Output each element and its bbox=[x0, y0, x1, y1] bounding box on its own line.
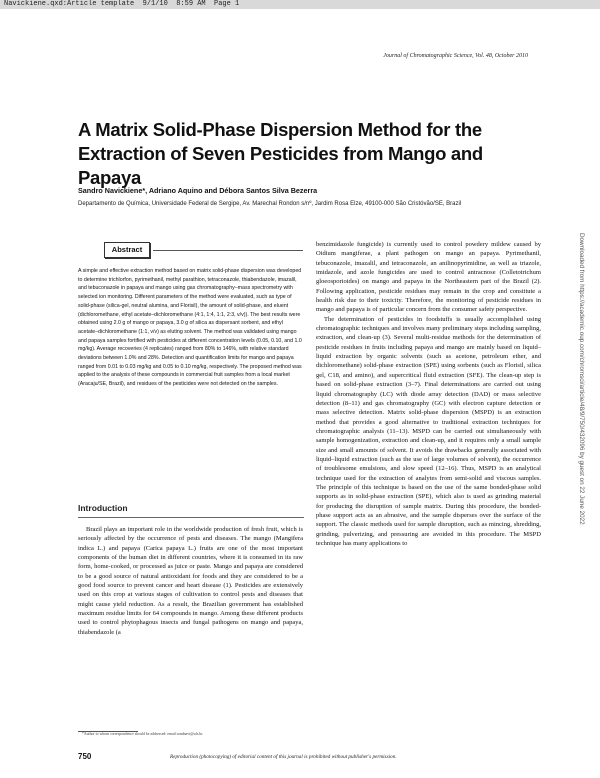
introduction-paragraph: Brazil plays an important role in the worldwide production of fresh fruit, which is seriously affected by the occurrence of pests and diseases. The mango (Mangifera indica L.) and papaya (Carica papaya L.) fruits are one of the most important components of the human diet in different countries, where it is consumed in its raw form, home-cooked, or processed as juice or paste. Mango and papaya are considered to be a good source of natural antioxidant for foods and they are considered to be a good food source to prevent cancer and heart disease (1). Pesticides are extensively used on this crop at various stages of cultivation to control pests and diseases that might cause yield reduction. As a result, the Brazilian government has established maximum residue limits for 64 compounds in mango. Among these different products used to control phytophagous insects and fungal pathogens on mango and papaya, thiabendazole (a bbox=[78, 526, 303, 636]
page-number: 750 bbox=[78, 752, 92, 761]
introduction-heading: Introduction bbox=[78, 503, 128, 513]
footnote: *Author to whom correspondence should be addressed: email sandnavi@ufs.br. bbox=[82, 732, 204, 736]
author-list: Sandro Navickiene*, Adriano Aquino and Débora Santos Silva Bezerra bbox=[78, 186, 318, 195]
abstract-text: A simple and effective extraction method based on matrix solid-phase dispersion was developed to determine trichlorfon, pyrimethanil, methyl parathion, tetraconazole, thiabendazole, imazalil, and tebuconazole in papaya and mango using gas chromatography–mass spectrometry with selected ion monitoring. Different parameters of the method were evaluated, such as type of solid-phase (silica-gel, neutral alumina, and Florisil), the amount of solid-phase, and eluent (dichloromethane, ethyl acetate–dichloromethane (4:1, 1:4, 1:1, 2:3, v/v)). The best results were obtained using 2.0 g of mango or papaya, 3.0 g of silica as dispersant sorbent, and ethyl acetate–dichloromethane (1:1, v/v) as eluting solvent. The method was validated using mango and papaya samples fortified with pesticides at different concentration levels (0.05, 0.10, and 1.0 mg/kg). Average recoveries (4 replicates) ranged from 80% to 146%, with relative standard deviations between 1.0% and 28%. Detection and quantification limits for mango and papaya ranged from 0.01 to 0.03 mg/kg and 0.05 to 0.10 mg/kg, respectively. The proposed method was applied to the analysis of these compounds in commercial fruit samples from a local market (Aracaju/SE, Brazil), and residues of the pesticides were not detected on the samples. bbox=[78, 268, 302, 388]
article-title: A Matrix Solid-Phase Dispersion Method for the Extraction of Seven Pesticides from Mango and Papaya bbox=[78, 119, 483, 188]
column-left bbox=[78, 525, 303, 637]
column-right bbox=[316, 240, 541, 548]
abstract-heading: Abstract bbox=[104, 242, 150, 258]
abstract-rule bbox=[153, 250, 303, 251]
body-paragraph-1: benzimidazole fungicide) is currently used to control powdery mildew caused by Oidium mangiferae, a plant pathogen on mango an papaya. Pyrimethanil, tebuconazole, imazalil, and tetraconazole, an anilinopyrimidine, as well as triazole, imidazole, and azole fungicides are used to control antracnose (Colletotrichum gloeosporioides) on mango and papaya in the Northeastern part of the Brazil (2). Following application, pesticide residues may remain in the crop and constitute a health risk due to their toxicity. Therefore, the monitoring of pesticide residues in mango and papaya is of particular concern from the consumer safety perspective. bbox=[316, 241, 541, 314]
reproduction-notice: Reproduction (photocopying) of editorial content of this journal is prohibited without publisher's permission. bbox=[170, 754, 397, 760]
introduction-rule bbox=[78, 517, 304, 518]
journal-reference: Journal of Chromatographic Science, Vol. 48, October 2010 bbox=[383, 53, 528, 59]
affiliation: Departamento de Química, Universidade Federal de Sergipe, Av. Marechal Rondon s/nº, Jardim Rosa Elze, 49100-000 São Cristóvão/SE, Brazil bbox=[78, 201, 462, 207]
body-paragraph-2: The determination of pesticides in foodstuffs is usually accomplished using chromatographic techniques and involves many preliminary steps including sampling, extraction, and clean-up (3). Several multi-residue methods for the determination of pesticide residues in fruits including papaya and mango are mainly based on liquid–liquid extraction by organic solvents (such as acetone, petroleum ether, and dichloromethane) solid-phase extraction (SPE) using sorbents (such as Florisil, silica gel, C18, and amino), and supercritical fluid extraction (SFE). The clean-up step is based on solid-phase extraction (3–7). Final determinations are carried out using liquid chromatography (LC) with diode array detection (DAD) or mass selective detection (8–11) and gas chromatography (GC) with electron capture detection or mass selective detection. Matrix solid-phase dispersion (MSPD) is an extraction method that provides a good alternative to traditional extraction techniques for chromatographic analysis (11–13). MSPD can be carried out simultaneously with sample homogenization, extraction and clean-up, and it requires only a small sample size and small amounts of solvent. It avoids the drawbacks generally associated with liquid–liquid extraction (such as the use of large volumes of solvent), the occurrence of troublesome emulsions, and slow speed (12–16). Thus, MSPD is an analytical technique used for the extraction of analytes from semi-solid and viscous samples. The principle of this technique is based on the use of the same bonded-phase solid supports as in solid-phase extraction (SPE), which also is used as grinding material for producing the disruption of sample matrix. During this procedure, the bonded-phase support acts as an abrasive, and the sample disperses over the surface of the support. The classic methods used for sample disruption, such as mincing, shredding, grinding, pulverizing, and pressuring are avoided in this procedure. The MSPD technique has many applications to bbox=[316, 315, 541, 547]
download-note: Downloaded from https://academic.oup.com/chromsci/article/48/9/750/432096 by guest on 22 June 2022 bbox=[578, 233, 585, 525]
file-slug: Navickiene.qxd:Article template 9/1/10 8:59 AM Page 1 bbox=[0, 0, 600, 9]
